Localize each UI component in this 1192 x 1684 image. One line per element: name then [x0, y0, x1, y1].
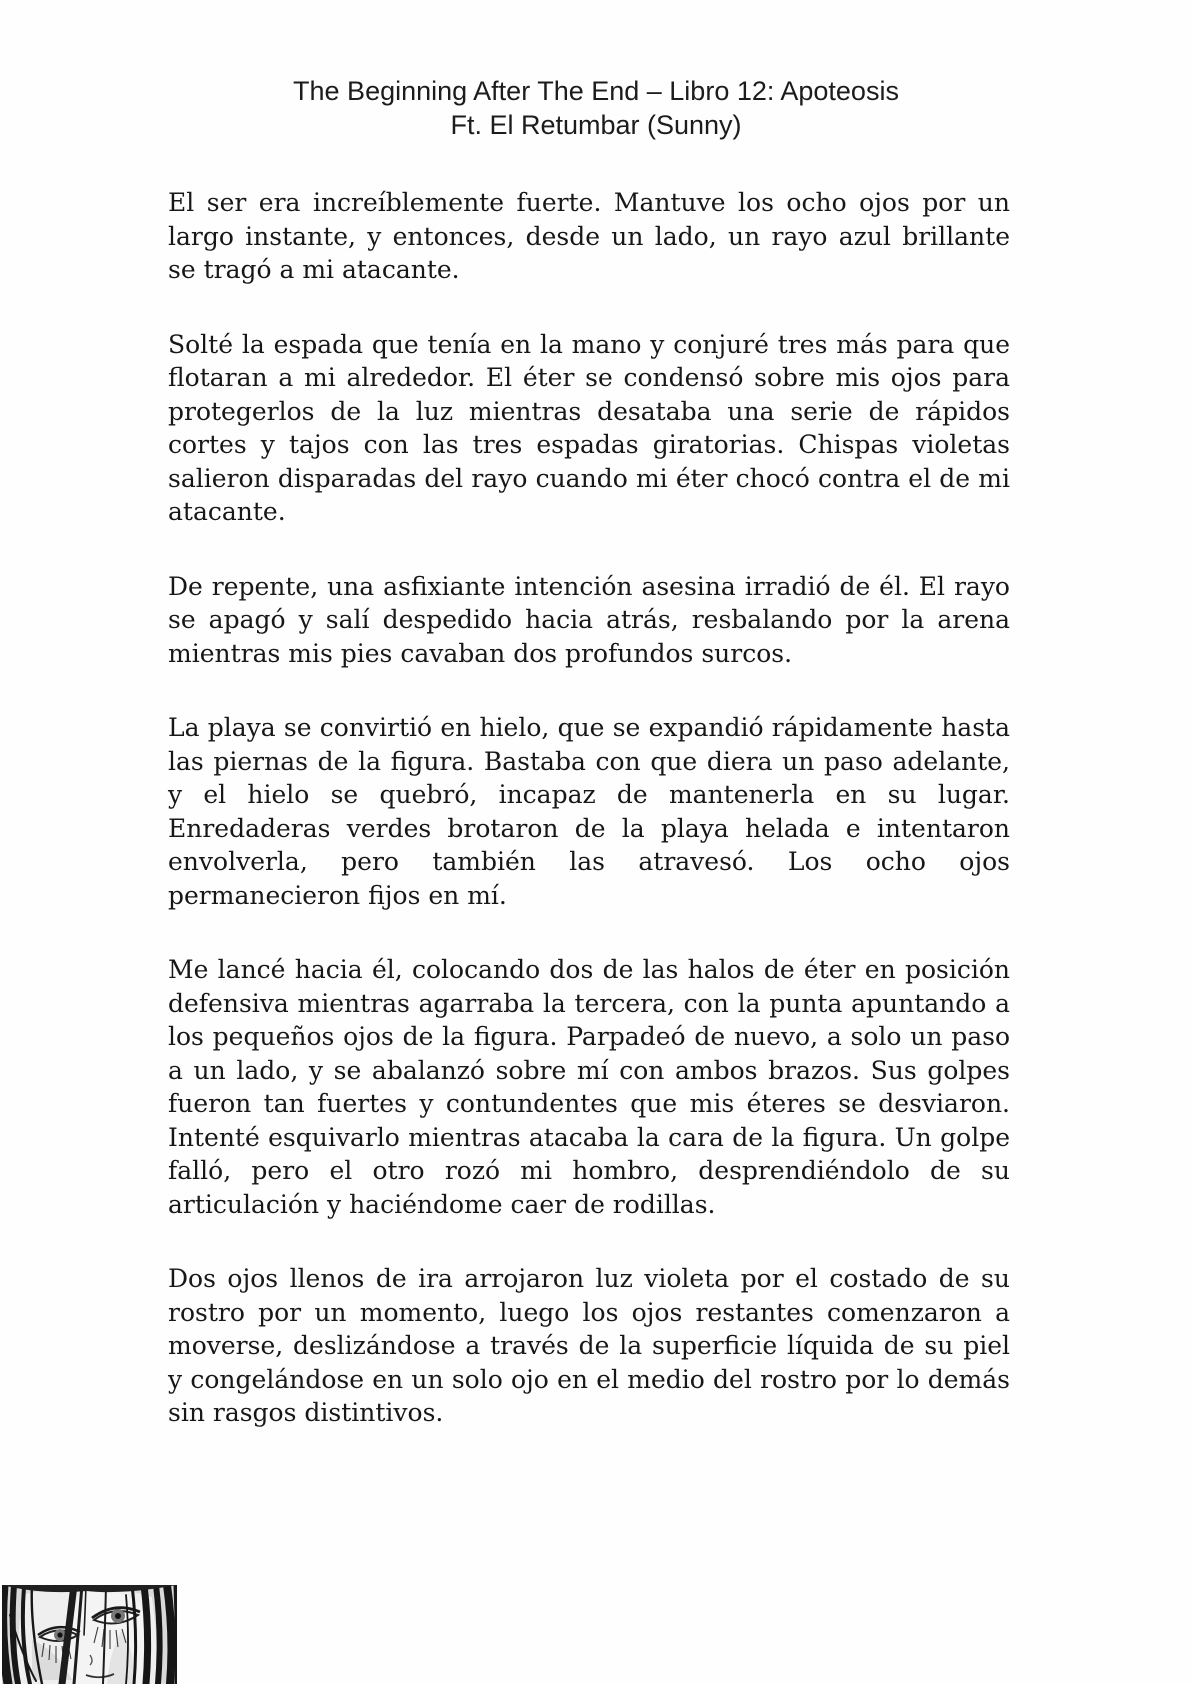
paragraph: Dos ojos llenos de ira arrojaron luz violeta por el costado de su rostro por un momento, luego los ojos restantes comenzaron a moverse, deslizándose a través de la superficie líquida de su piel y congelándose en un solo ojo en el medio del rostro por lo demás sin rasgos distintivos.: [168, 1264, 1010, 1427]
paragraph: Solté la espada que tenía en la mano y conjuré tres más para que flotaran a mi alrededor. El éter se condensó sobre mis ojos para protegerlos de la luz mientras desataba una serie de rápidos cortes y tajos con las tres espadas giratorias. Chispas violetas salieron disparadas del rayo cuando mi éter chocó contra el de mi atacante.: [168, 329, 1010, 526]
manga-face-image: [2, 1585, 177, 1684]
footer-illustration: [2, 1585, 177, 1684]
paragraph: La playa se convirtió en hielo, que se expandió rápidamente hasta las piernas de la figura. Bastaba con que diera un paso adelante, y el hielo se quebró, incapaz de mantenerla en su lugar. Enredaderas verdes brotaron de la playa helada e intentaron envolverla, pero también las atravesó. Los ocho ojos permanecieron fijos en mí.: [168, 713, 1010, 910]
document-title-line1: The Beginning After The End – Libro 12: Apoteosis: [293, 76, 899, 106]
body-text: [168, 186, 1010, 1430]
document-title-line2: Ft. El Retumbar (Sunny): [450, 110, 742, 140]
paragraph: De repente, una asfixiante intención asesina irradió de él. El rayo se apagó y salí despedido hacia atrás, resbalando por la arena mientras mis pies cavaban dos profundos surcos.: [168, 571, 1010, 668]
paragraph: El ser era increíblemente fuerte. Mantuve los ocho ojos por un largo instante, y entonces, desde un lado, un rayo azul brillante se tragó a mi atacante.: [168, 188, 1010, 284]
paragraph: Me lancé hacia él, colocando dos de las halos de éter en posición defensiva mientras agarraba la tercera, con la punta apuntando a los pequeños ojos de la figura. Parpadeó de nuevo, a solo un paso a un lado, y se abalanzó sobre mí con ambos brazos. Sus golpes fueron tan fuertes y contundentes que mis éteres se desviaron. Intenté esquivarlo mientras atacaba la cara de la figura. Un golpe falló, pero el otro rozó mi hombro, desprendiéndolo de su articulación y haciéndome caer de rodillas.: [168, 955, 1010, 1219]
document-title: [0, 0, 1192, 142]
